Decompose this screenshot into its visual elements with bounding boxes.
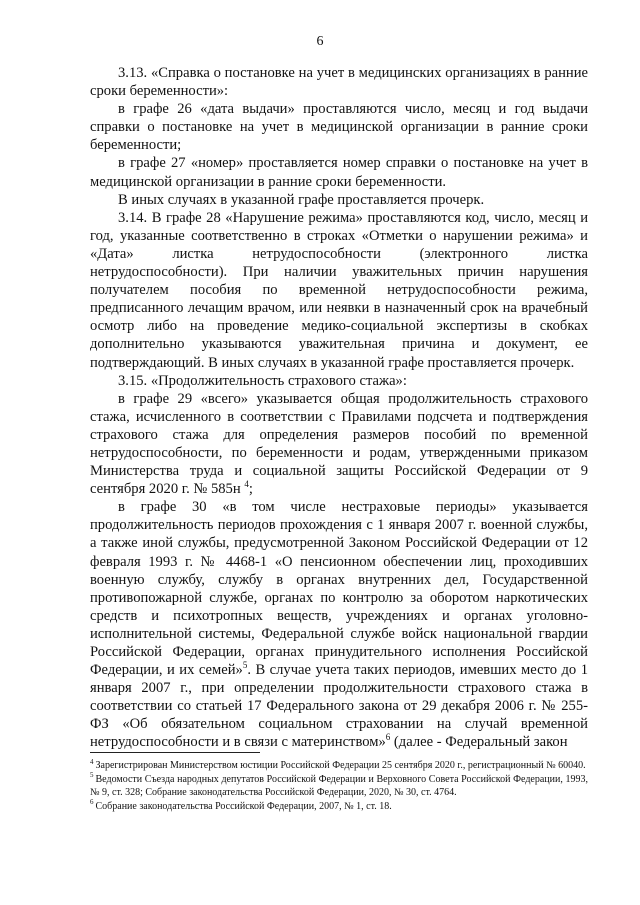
page-number: 6 [316,34,324,49]
paragraph-3-15: 3.15. «Продолжительность страхового стажа»: [118,372,407,389]
footnote-number: 5 [90,771,94,780]
footnote-text: Собрание законодательства Российской Федерации, 2007, № 1, ст. 18. [95,800,392,812]
footnote-number: 6 [90,798,94,807]
footnote-ref-6[interactable]: 6 [385,732,391,743]
footnote-ref-5[interactable]: 5 [242,660,248,671]
footnote-ref-4[interactable]: 4 [244,479,249,490]
footnote-6 [90,800,588,814]
paragraph-dash-note: В иных случаях в указанной графе проставляется прочерк. [118,191,485,208]
footnote-5 [90,773,588,800]
paragraph-3-13: 3.13. «Справка о постановке на учет в медицинских организациях в ранние сроки беременности»: [90,65,588,100]
paragraph-column-27: в графе 27 «номер» проставляется номер справки о постановке на учет в медицинской организации в ранние сроки беременности. [90,155,588,190]
paragraph-3-14: 3.14. В графе 28 «Нарушение режима» проставляются код, число, месяц и год, указанные соответственно в строках «Отметки о нарушении режима» и «Дата» листка нетрудоспособности (электронного листка нетрудоспособности). При наличии уважительных причин нарушения получателем пособия по временной нетрудоспособности режима, предписанного лечащим врачом, или неявки в назначенный срок на врачебный осмотр либо на проведение медико-социальной экспертизы в скобках дополнительно указываются уважительная причина и документ, ее подтверждающий. В иных случаях в указанной графе проставляется прочерк. [90,209,588,371]
footnote-number: 4 [90,757,94,766]
footnote-text: Зарегистрирован Министерством юстиции Российской Федерации 25 сентября 2020 г., регистрационный № 60040. [95,760,586,771]
footnote-divider [90,752,260,753]
paragraph-column-29 [90,390,588,499]
column-29-text: в графе 29 «всего» указывается общая продолжительность страхового стажа, исчисленного в соответствии с Правилами подсчета и подтверждения страхового стажа для определения размеров пособий по временной нетрудоспособности, по беременности и родам, утвержденными приказом Министерства труда и социальной защиты Российской Федерации от 9 сентября 2020 г. № 585н [90,390,588,498]
footnotes [90,759,588,813]
footnote-text: Ведомости Съезда народных депутатов Российской Федерации и Верховного Совета Российской Федерации, 1993, № 9, ст. 328; Собрание законодательства Российской Федерации, 2020, № 30, ст. 4764. [90,773,588,798]
column-30-part3: (далее - Федеральный закон [390,734,568,751]
footnote-4 [90,759,588,773]
document-body [90,64,588,752]
column-30-part2: . В случае учета таких периодов, имевших место до 1 января 2007 г., при определении продолжительности страхового стажа в соответствии со статьей 17 Федерального закона от 29 декабря 2006 г. № 255-ФЗ «Об обязательном социальном страховании на случай временной нетрудоспособности и в связи с материнством» [90,662,588,751]
column-30-part1: в графе 30 «в том числе нестраховые периоды» указывается продолжительность периодов прохождения с 1 января 2007 г. военной службы, а также иной службы, предусмотренной Законом Российской Федерации от 12 февраля 1993 г. № 4468-1 «О пенсионном обеспечении лиц, проходивших военную службу, службу в органах внутренних дел, Государственной противопожарной службе, органах по контролю за оборотом наркотических средств и психотропных веществ, учреждениях и органах уголовно-исполнительной системы, Федеральной службе войск национальной гвардии Российской Федерации, органах принудительного исполнения Российской Федерации, и их семей» [90,499,588,679]
column-29-tail: ; [248,481,253,498]
paragraph-column-26: в графе 26 «дата выдачи» проставляются число, месяц и год выдачи справки о постановке на учет в медицинской организации в ранние сроки беременности; [90,101,588,154]
paragraph-column-30 [90,498,588,751]
